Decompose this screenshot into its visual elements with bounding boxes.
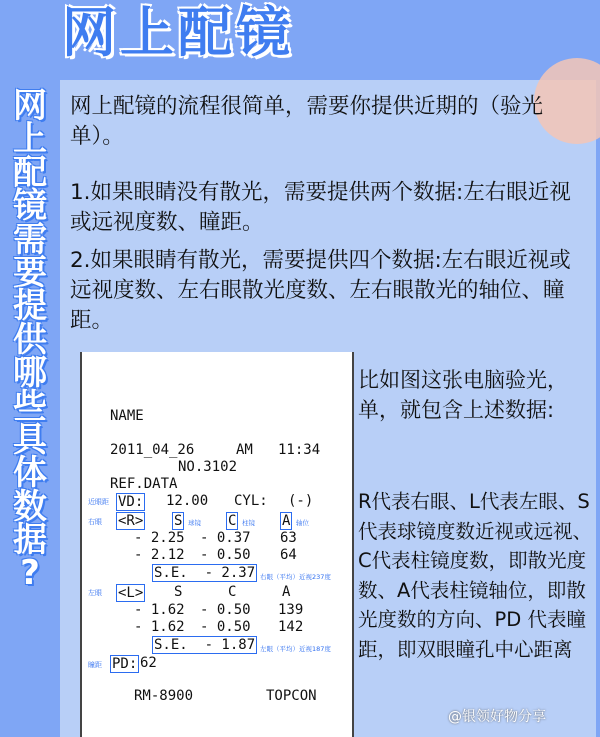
intro-text: 网上配镜的流程很简单，需要你提供近期的（验光单）。 bbox=[70, 94, 544, 149]
side-heading-char: 要 bbox=[13, 252, 47, 293]
annotation-right-eye: 右眼 bbox=[88, 518, 102, 526]
receipt-l-row2-c: - 0.50 bbox=[200, 619, 251, 635]
receipt-brand: TOPCON bbox=[266, 688, 317, 704]
receipt-cyl-value: (-) bbox=[288, 493, 314, 509]
side-heading-char: 网 bbox=[13, 86, 47, 126]
receipt-l-a-header: A bbox=[282, 584, 291, 600]
receipt-r-row2-c: - 0.50 bbox=[200, 547, 251, 563]
receipt-l-s-header: S bbox=[174, 584, 183, 600]
explanation-text: R代表右眼、L代表左眼、S代表球镜度数近视或远视、C代表柱镜度数，即散光度数、A代表柱镜轴位，即散光度数的方向、PD 代表瞳距，即双眼瞳孔中心距离 bbox=[358, 490, 593, 661]
receipt-l-row1-s: - 1.62 bbox=[134, 602, 185, 618]
receipt-s-header: S bbox=[174, 513, 183, 529]
side-heading-char: 数 bbox=[13, 486, 47, 527]
side-heading-char: 体 bbox=[13, 453, 47, 494]
receipt-vd-value: 12.00 bbox=[166, 493, 209, 509]
annotation-left-eye: 左眼 bbox=[88, 589, 102, 597]
side-heading-char: 配 bbox=[13, 152, 47, 193]
item-1-text: 1.如果眼睛没有散光，需要提供两个数据:左右眼近视或远视度数、瞳距。 bbox=[70, 180, 571, 235]
annotation-r-se: 右眼（平均）近视237度 bbox=[260, 573, 331, 581]
item-2-text: 2.如果眼睛有散光，需要提供四个数据:左右眼近视或远视度数、左右眼散光度数、左右眼散光的轴位、瞳距。 bbox=[70, 248, 571, 333]
example-text: 比如图这张电脑验光，单，就包含上述数据: bbox=[358, 368, 568, 422]
receipt-r-row1-c: - 0.37 bbox=[200, 530, 251, 546]
receipt-pd-label: PD: bbox=[112, 656, 138, 672]
receipt-ref: REF.DATA bbox=[110, 476, 178, 492]
receipt-model: RM-8900 bbox=[134, 688, 194, 704]
side-heading-char: 提 bbox=[13, 286, 47, 327]
annotation-l-se: 左眼（平均）近视187度 bbox=[260, 645, 331, 653]
annotation-vd: 近眼距 bbox=[88, 498, 109, 506]
receipt-cyl-label: CYL: bbox=[234, 493, 268, 509]
annotation-c: 柱镜 bbox=[242, 519, 255, 527]
side-heading-char: 具 bbox=[13, 419, 47, 460]
receipt-r-row1-s: - 2.25 bbox=[134, 530, 185, 546]
side-heading-char: 哪 bbox=[13, 353, 47, 394]
receipt-l-row2-a: 142 bbox=[278, 619, 304, 635]
receipt-left-eye: <L> bbox=[118, 585, 144, 601]
side-heading-char: 据 bbox=[13, 520, 47, 561]
annotation-pd: 瞳距 bbox=[88, 661, 102, 669]
side-heading-char: 镜 bbox=[13, 186, 47, 227]
receipt-l-row1-a: 139 bbox=[278, 602, 304, 618]
receipt-l-row2-s: - 1.62 bbox=[134, 619, 185, 635]
side-heading bbox=[8, 86, 52, 594]
receipt-r-row2-a: 64 bbox=[280, 547, 297, 563]
receipt-c-header: C bbox=[228, 513, 237, 529]
refraction-receipt bbox=[80, 352, 354, 737]
side-heading-char: 需 bbox=[13, 219, 47, 260]
side-heading-char: ? bbox=[20, 553, 40, 594]
watermark: @银领好物分享 bbox=[448, 709, 546, 725]
receipt-l-row1-c: - 0.50 bbox=[200, 602, 251, 618]
receipt-r-row1-a: 63 bbox=[280, 530, 297, 546]
receipt-r-row2-s: - 2.12 bbox=[134, 547, 185, 563]
receipt-ampm: AM bbox=[236, 442, 253, 458]
receipt-right-eye: <R> bbox=[118, 513, 144, 529]
side-heading-char: 供 bbox=[13, 319, 47, 360]
receipt-l-se: S.E. - 1.87 bbox=[154, 637, 256, 653]
receipt-r-se: S.E. - 2.37 bbox=[154, 565, 256, 581]
receipt-pd-value: 62 bbox=[140, 655, 157, 671]
annotation-a: 轴位 bbox=[296, 519, 309, 527]
receipt-name: NAME bbox=[110, 408, 144, 424]
page-title: 网上配镜 bbox=[62, 1, 294, 64]
annotation-s: 球镜 bbox=[188, 519, 201, 527]
receipt-date: 2011_04_26 bbox=[110, 442, 195, 458]
receipt-number: NO.3102 bbox=[178, 459, 238, 475]
receipt-time: 11:34 bbox=[278, 442, 321, 458]
receipt-vd-label: VD: bbox=[118, 494, 144, 510]
receipt-a-header: A bbox=[282, 513, 291, 529]
side-heading-char: 些 bbox=[13, 386, 47, 427]
receipt-l-c-header: C bbox=[228, 584, 237, 600]
side-heading-char: 上 bbox=[13, 119, 47, 160]
